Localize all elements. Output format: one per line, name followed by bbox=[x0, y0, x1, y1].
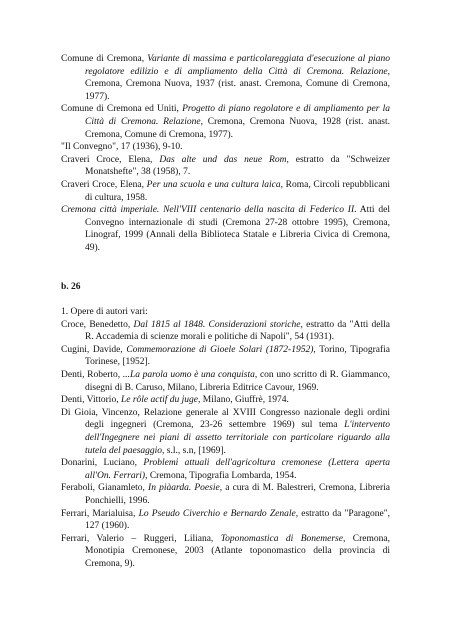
section-spacer bbox=[61, 255, 390, 281]
bibliography-entry: Feraboli, Gianamleto, In piàarda. Poesie, a cura di M. Balestreri, Cremona, Libreria Ponchielli, 1996. bbox=[61, 483, 390, 506]
bibliography-entry: Ferrari, Valerio – Ruggeri, Liliana, Toponomastica di Bonemerse, Cremona, Monotipia Cremonese, 2003 (Atlante toponomastico della provincia di Cremona, 9). bbox=[61, 533, 390, 569]
bibliography-list-bottom bbox=[61, 319, 390, 571]
bibliography-entry: Croce, Benedetto, Dal 1815 al 1848. Considerazioni storiche, estratto da "Atti della R. Accademia di scienze morali e politiche di Napoli", 54 (1931). bbox=[61, 319, 390, 343]
bibliography-entry: Donarini, Luciano, Problemi attuali dell'agricoltura cremonese (Lettera aperta all'On. Ferrari), Cremona, Tipografia Lombarda, 1954. bbox=[61, 458, 390, 481]
bibliography-entry: Craveri Croce, Elena, Das alte und das neue Rom, estratto da "Schweizer Monatshefte", 38 (1958), 7. bbox=[61, 154, 391, 178]
section-heading: b. 26 bbox=[61, 281, 81, 292]
bibliography-entry: Comune di Cremona, Variante di massima e particolareggiata d'esecuzione al piano regolatore edilizio e di ampliamento della Città di Cremona. Relazione, Cremona, Cremona Nuova, 1937 (rist. anast. Cremona, Comune di Cremona, 1977). bbox=[61, 54, 391, 102]
bibliography-entry: Denti, Roberto, ...La parola uomo è una conquista, con uno scritto di R. Giammanco, disegni di B. Caruso, Milano, Libreria Editrice Cavour, 1969. bbox=[61, 370, 390, 393]
bibliography-entry: Di Gioia, Vincenzo, Relazione generale al XVIII Congresso nazionale degli ordini degli ingegneri (Cremona, 23-26 settembre 1969) sul tema L'intervento dell'Ingegnere nei piani di assetto territoriale con particolare riguardo alla tutela del paesaggio, s.l., s.n, [1969]. bbox=[61, 407, 390, 456]
bibliography-entry: Denti, Vittorio, Le rôle actif du juge, Milano, Giuffrè, 1974. bbox=[61, 395, 289, 406]
bibliography-entry: Ferrari, Marialuisa, Lo Pseudo Civerchio e Bernardo Zenale, estratto da "Paragone", 127 (1960). bbox=[61, 508, 391, 532]
section-subheading: 1. Opere di autori vari: bbox=[61, 307, 148, 318]
bibliography-entry: "Il Convegno", 17 (1936), 9-10. bbox=[61, 142, 183, 153]
bibliography-entry: Craveri Croce, Elena, Per una scuola e una cultura laica, Roma, Circoli repubblicani di cultura, 1958. bbox=[61, 179, 391, 203]
bibliography-entry: Cugini, Davide, Commemorazione di Gioele Solari (1872-1952), Torino, Tipografia Torinese, [1952]. bbox=[61, 344, 390, 368]
bibliography-entry: Cremona città imperiale. Nell'VIII centenario della nascita di Federico II. Atti del Convegno internazionale di studi (Cremona 27-28 ottobre 1995), Cremona, Linograf, 1999 (Annali della Biblioteca Statale e Libreria Civica di Cremona, 49). bbox=[61, 205, 390, 253]
bibliography-entry: Comune di Cremona ed Uniti, Progetto di piano regolatore e di ampliamento per la Città di Cremona. Relazione, Cremona, Cremona Nuova, 1928 (rist. anast. Cremona, Comune di Cremona, 1977). bbox=[61, 104, 390, 140]
bibliography-list-top bbox=[61, 53, 390, 255]
